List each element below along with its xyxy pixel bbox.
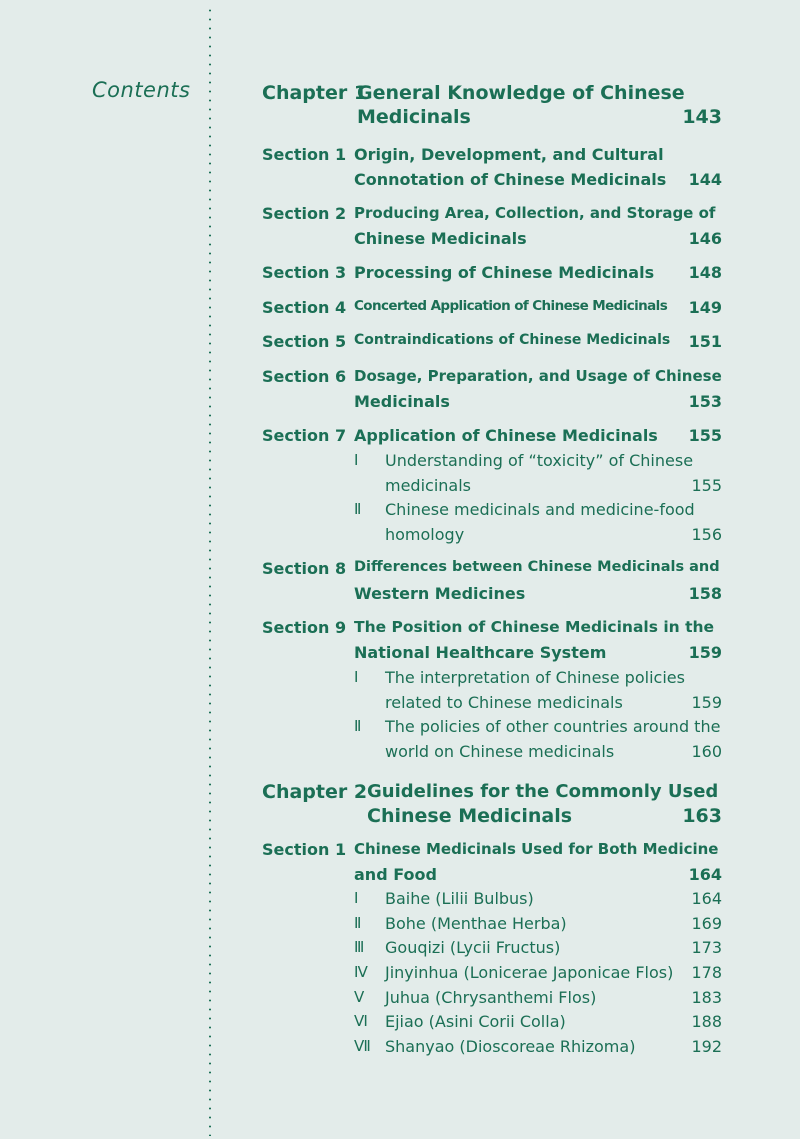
subsection-page: 183 <box>691 988 722 1007</box>
chapter-title-line2: Medicinals <box>357 106 471 128</box>
section-page: 146 <box>688 229 722 248</box>
section-label: Section 7 <box>262 426 347 445</box>
section-title-line1: Chinese Medicinals Used for Both Medicine <box>354 840 719 858</box>
chapter-page: 163 <box>682 805 722 827</box>
section-title-line2: Connotation of Chinese Medicinals <box>354 170 667 189</box>
subsection-number: Ⅰ <box>354 889 359 907</box>
subsection-page: 159 <box>691 693 722 712</box>
subsection-title: Ejiao (Asini Corii Colla) <box>385 1012 566 1031</box>
chapter-title-line2: Chinese Medicinals <box>367 805 573 827</box>
subsection-title: Gouqizi (Lycii Fructus) <box>385 938 561 957</box>
subsection-title-line1: Understanding of “toxicity” of Chinese <box>385 451 694 470</box>
section-label: Section 9 <box>262 618 347 637</box>
subsection-title-line2: homology <box>385 525 465 544</box>
section-title-line1: Producing Area, Collection, and Storage of <box>354 204 716 222</box>
subsection-title-line1: The policies of other countries around the <box>385 717 721 736</box>
subsection-number: Ⅱ <box>354 717 362 735</box>
subsection-title-line2: related to Chinese medicinals <box>385 693 623 712</box>
chapter-label: Chapter 2 <box>262 781 368 803</box>
section-page: 158 <box>688 584 722 603</box>
section-label: Section 6 <box>262 367 347 386</box>
section-title-line1: Concerted Application of Chinese Medicinals <box>354 298 668 314</box>
subsection-page: 192 <box>691 1037 722 1056</box>
section-label: Section 2 <box>262 204 347 223</box>
section-label: Section 4 <box>262 298 347 317</box>
subsection-number: Ⅰ <box>354 668 359 686</box>
section-title-line2: Western Medicines <box>354 584 526 603</box>
section-page: 148 <box>688 263 722 282</box>
subsection-number: Ⅱ <box>354 500 362 518</box>
subsection-title-line2: world on Chinese medicinals <box>385 742 615 761</box>
section-label: Section 3 <box>262 263 347 282</box>
subsection-page: 160 <box>691 742 722 761</box>
subsection-number: Ⅵ <box>354 1012 368 1030</box>
dotted-divider <box>209 6 211 1136</box>
section-page: 164 <box>688 865 722 884</box>
chapter-label: Chapter 1 <box>262 82 368 104</box>
subsection-title: Shanyao (Dioscoreae Rhizoma) <box>385 1037 636 1056</box>
section-page: 155 <box>688 426 722 445</box>
contents-title: Contents <box>92 78 191 102</box>
section-title-line1: Dosage, Preparation, and Usage of Chinese <box>354 367 722 385</box>
chapter-title-line1: Guidelines for the Commonly Used <box>367 781 719 802</box>
chapter-page: 143 <box>682 106 722 128</box>
subsection-page: 178 <box>691 963 722 982</box>
chapter-title-line1: General Knowledge of Chinese <box>357 82 685 104</box>
subsection-number: Ⅶ <box>354 1037 371 1055</box>
section-title-line1: Contraindications of Chinese Medicinals <box>354 332 671 348</box>
section-label: Section 5 <box>262 332 347 351</box>
section-title-line1: Origin, Development, and Cultural <box>354 145 664 164</box>
subsection-page: 164 <box>691 889 722 908</box>
subsection-page: 156 <box>691 525 722 544</box>
section-title-line1: Application of Chinese Medicinals <box>354 426 658 445</box>
section-title-line2: and Food <box>354 865 437 884</box>
section-title-line1: Processing of Chinese Medicinals <box>354 263 655 282</box>
section-page: 144 <box>688 170 722 189</box>
section-page: 151 <box>688 332 722 351</box>
subsection-number: Ⅲ <box>354 938 365 956</box>
section-title-line1: The Position of Chinese Medicinals in the <box>354 618 715 636</box>
subsection-number: Ⅱ <box>354 914 362 932</box>
subsection-title: Bohe (Menthae Herba) <box>385 914 567 933</box>
subsection-page: 169 <box>691 914 722 933</box>
subsection-page: 173 <box>691 938 722 957</box>
section-label: Section 8 <box>262 559 347 578</box>
subsection-number: Ⅳ <box>354 963 368 981</box>
section-label: Section 1 <box>262 145 347 164</box>
subsection-number: Ⅴ <box>354 988 365 1006</box>
subsection-title: Jinyinhua (Lonicerae Japonicae Flos) <box>385 963 674 982</box>
subsection-page: 155 <box>691 476 722 495</box>
section-page: 159 <box>688 643 722 662</box>
subsection-number: Ⅰ <box>354 451 359 469</box>
subsection-title: Baihe (Lilii Bulbus) <box>385 889 534 908</box>
section-title-line2: Medicinals <box>354 392 450 411</box>
subsection-title-line1: Chinese medicinals and medicine-food <box>385 500 695 519</box>
section-title-line1: Differences between Chinese Medicinals and <box>354 559 720 575</box>
subsection-title: Juhua (Chrysanthemi Flos) <box>385 988 597 1007</box>
section-title-line2: Chinese Medicinals <box>354 229 527 248</box>
subsection-title-line2: medicinals <box>385 476 471 495</box>
section-page: 149 <box>688 298 722 317</box>
section-title-line2: National Healthcare System <box>354 643 607 662</box>
section-page: 153 <box>688 392 722 411</box>
section-label: Section 1 <box>262 840 347 859</box>
subsection-page: 188 <box>691 1012 722 1031</box>
subsection-title-line1: The interpretation of Chinese policies <box>385 668 685 687</box>
